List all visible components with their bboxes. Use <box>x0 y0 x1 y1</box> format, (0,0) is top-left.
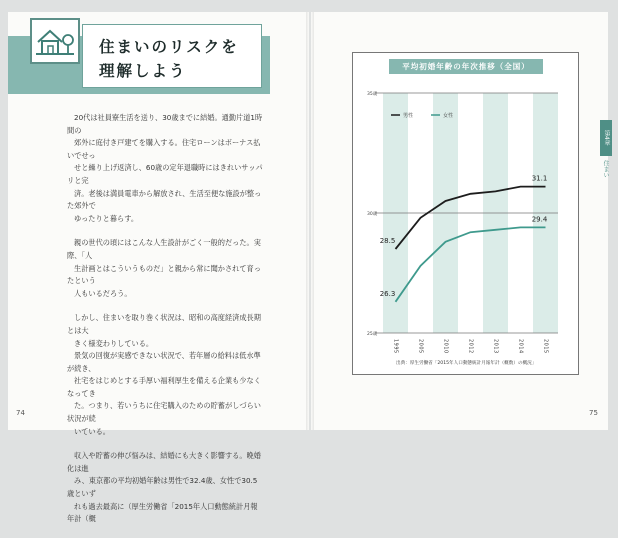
x-tick-label: 2015 <box>542 339 549 354</box>
series-line-male <box>396 187 546 249</box>
y-tick-label: 25歳 <box>367 332 378 337</box>
body-line: 社宅をはじめとする手厚い福利厚生を備える企業も少なくなってき <box>67 376 261 398</box>
chart-title: 平均初婚年齢の年次推移（全国） <box>389 59 543 74</box>
x-tick-label: 2010 <box>442 339 449 354</box>
page-number-left: 74 <box>16 409 25 417</box>
heading-box <box>82 24 262 88</box>
y-tick-label: 35歳 <box>367 92 378 97</box>
body-paragraph <box>67 312 263 438</box>
chart-card <box>352 52 579 375</box>
body-line: きく様変わりしている。 <box>74 338 154 348</box>
body-line: 生計画とはこういうものだ」と親から常に聞かされて育ったという <box>67 263 261 286</box>
body-line: いている。 <box>74 426 110 436</box>
body-line: ゆったりと暮らす。 <box>74 213 139 223</box>
legend-label: 男性 <box>403 112 414 119</box>
body-line: 収入や貯蓄の伸び悩みは、結婚にも大きく影響する。晩婚化は進 <box>67 451 261 473</box>
heading-line-2: 理解しよう <box>99 62 187 80</box>
house-with-tree-icon <box>30 18 80 64</box>
body-line: み、東京都の平均初婚年齢は男性で32.4歳、女性で30.5歳といず <box>67 476 258 499</box>
data-label: 31.1 <box>531 174 548 183</box>
x-tick-label: 2013 <box>492 339 499 354</box>
legend-label: 女性 <box>443 112 454 119</box>
body-line: 親の世代の頃にはこんな人生設計がごく一般的だった。実際、「人 <box>67 238 261 260</box>
body-paragraph <box>67 112 263 225</box>
heading-line-1: 住まいのリスクを <box>99 38 239 56</box>
body-line: せと繰り上げ返済し、60歳の定年退職時にはきれいサッパリと完 <box>67 163 263 185</box>
y-tick-label: 30歳 <box>367 212 378 217</box>
body-line: 済。老後は満員電車から解放され、生活至便な施設が整った郊外で <box>67 188 262 211</box>
chapter-label: 住まい <box>602 160 609 178</box>
x-tick-label: 1995 <box>392 339 399 354</box>
body-line: 20代は社員寮生活を送り、30歳までに結婚。通勤片道1時間の <box>67 113 263 135</box>
body-line: 人もいるだろう。 <box>74 288 132 298</box>
x-tick-label: 2005 <box>417 339 424 354</box>
data-label: 28.5 <box>379 237 396 245</box>
data-label: 26.3 <box>379 289 396 298</box>
data-label: 29.4 <box>531 215 548 224</box>
body-line: 景気の回復が実感できない状況で、若年層の給料は低水準が続き、 <box>67 351 261 373</box>
page-number-right: 75 <box>589 409 598 417</box>
body-text <box>67 112 263 538</box>
line-chart <box>353 83 578 373</box>
body-line: れも過去最高に（厚生労働省「2015年人口動態統計月報年計（概 <box>67 501 258 524</box>
chapter-tab[interactable]: 第4章 <box>600 120 612 156</box>
series-line-female <box>396 227 546 301</box>
x-tick-label: 2012 <box>467 339 474 354</box>
body-line: 郊外に庭付き戸建てを購入する。住宅ローンはボーナス払いでせっ <box>67 138 261 160</box>
body-paragraph <box>67 237 263 300</box>
body-line: しかし、住まいを取り巻く状況は、昭和の高度経済成長期とは大 <box>67 313 261 335</box>
body-paragraph <box>67 450 263 526</box>
x-tick-label: 2014 <box>517 339 524 354</box>
chart-source: 出典：厚生労働省「2015年人口動態統計月報年計（概数）の概況」 <box>396 361 537 366</box>
book-gutter <box>306 12 314 430</box>
body-line: た。つまり、若いうちに住宅購入のための貯蓄がしづらい状況が続 <box>67 401 261 424</box>
